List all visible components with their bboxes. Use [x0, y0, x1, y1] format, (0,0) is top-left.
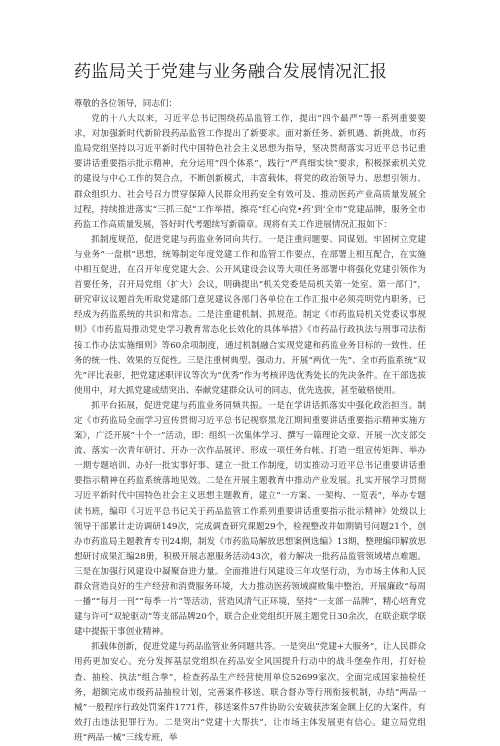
- body-paragraph-carrier-innovation: 抓载体创新，促进党建与药品监管业务同题共答。一是突出“党建+大服务”，让人民群众用药更加安心。充分发挥基层党组织在药品安全风国提升行动中的战斗堡垒作用，打好检查、抽检、执法“组合拳”，检查药品生产经营使用单位52699家次，全面完成国家抽检任务，超额完成市级药品抽检计划，完善案件移送、联合督办等行刑衔接机制，办结“两品一械”一般程序行政处罚案件1771件，移送案件57件协助公安破获涉案金额上亿的大案件，有效打击违法犯罪行为。二是突出“党建十大帮扶”，让市场主体发展更有信心。建立局党组班“两品一械”三线专班，举: [74, 642, 426, 743]
- body-paragraph-intro: 党的十八大以来，习近平总书记围绕药品监管工作，提出“四个最严”等一系列重要要求，对加强新时代新阶段药品监管工作提出了新要求。面对新任务、新机遇、新挑战，市药监局党组坚持以习近平新时代中国特色社会主义思想为指导，坚决贯彻落实习近平总书记重要讲话重要指示批示精神，充分运用“四个体系”，践行“严真细实快”要求，积极探索机关党的建设与中心工作的契合点，不断创新模式，丰富载体，将党的政治领导力、思想引领力、群众组织力、社会号召力贯穿保障人民群众用药安全有效可及、推动医药产业高质量发展全过程，持续推进落实“三抓三促”工作举措，擦亮“红心向党•药’到’全市”党建品牌，服务全市药监工作高质量发展，答好时代考题续写新篇章。现将有关工作进展情况汇报如下：: [74, 114, 426, 230]
- body-paragraph-platform-expansion: 抓平台拓展，促进党建与药监业务同频共振。一是在学讲话抓落实中强化政治担当。制定《市药监局全面学习宣传贯彻习近平总书记视察黑龙江期间重要讲话重要指示精神实施方案》，广泛开展“十个一”活动，即：组织一次集体学习、撰写一篇理论文章、开展一次支部交流、落实一次青年研讨、开办一次作品展评、形成一项任务台帐、打造一组宣传矩阵、举办一期专题培训、办好一批实事好事、建立一批工作制度，切实推动习近平总书记重要讲话重要指示精神在药监系统落地见效。二是在开展主题教育中推动产业发展。扎实开展学习贯彻习近平新时代中国特色社会主义思想主题教育，建立“一方案、一架构、一览表”，举办专题读书班，编印《习近平总书记关于药品监管工作系列重要讲话重要指示批示精神》处级以上领导干部累计走访调研149次，完成调查研究课题29个，检视整改并如期销号问题21个，创办市药监局主题教育专刊24期，制发《市药监局解放思想案例选编》13期，整理编印解放思想研讨成果汇编28册，积极开展志愿服务活动43次，着力解决一批药品监管领域堵点难题。三是在加强行风建设中凝聚奋进力量。全面推进行风建设三年攻坚行动，为市场主体和人民群众营造良好的生产经营和消费服务环境，大力推动医药领域腐败集中整治，开展廉政“每周一播”“每月一刊”“每季一片”等活动，营造风清气正环境，坚持“一支部一品牌”，精心培育党建与许可“双轮驱动”等支部品牌20个，联合企业党组织开展主题党日30余次，在联企联学联建中提振干事创业精神。: [74, 400, 426, 638]
- document-body: [74, 97, 426, 746]
- document-title: 药监局关于党建与业务融合发展情况汇报: [74, 62, 388, 82]
- body-paragraph-institutional-norms: 抓制度规范，促进党建与药监业务同向共行。一是注重问题要、同谋划。牢固树立党建与业务“一盘棋”思想，统筹制定年度党建工作和监管工作要点，在部署上相互配合，在实施中相互促进，在召开年度党建大会、公开风建设会议等大项任务部署中将强化党建引领作为首要任务，召开局党组（扩大）会议，明确提出“机关党委是局机关第一处室、第一部门”，研究审议议题首先听取党建部门意见建议各部门各单位在工作汇报中必须亮明党内职务，已经成为药监系统的共识和常态。二是注重建机制、抓规范。制定《市药监局机关党委议事规则》《市药监局推动党史学习教育常态化长效化的具体举措》《市药品行政执法与刑事司法衔接工作办法实施细则》等60余项制度，通过机制融合实现党建和药监业务目标的一致性、任务的统一性、效果的互促性。三是注重树典型、强动力。开展“两优一先”、全市药监系统“双先”评比表彰，把党建述职评议等次为“优秀”作为考核评选优秀处长的先决条件。在干部选拔使用中，对大抓党建成绩突出、奉献党建群众认可的同志，优先选拔，甚至破格使用。: [74, 234, 426, 396]
- document-greeting: 尊敬的各位领导，同志们：: [74, 99, 178, 109]
